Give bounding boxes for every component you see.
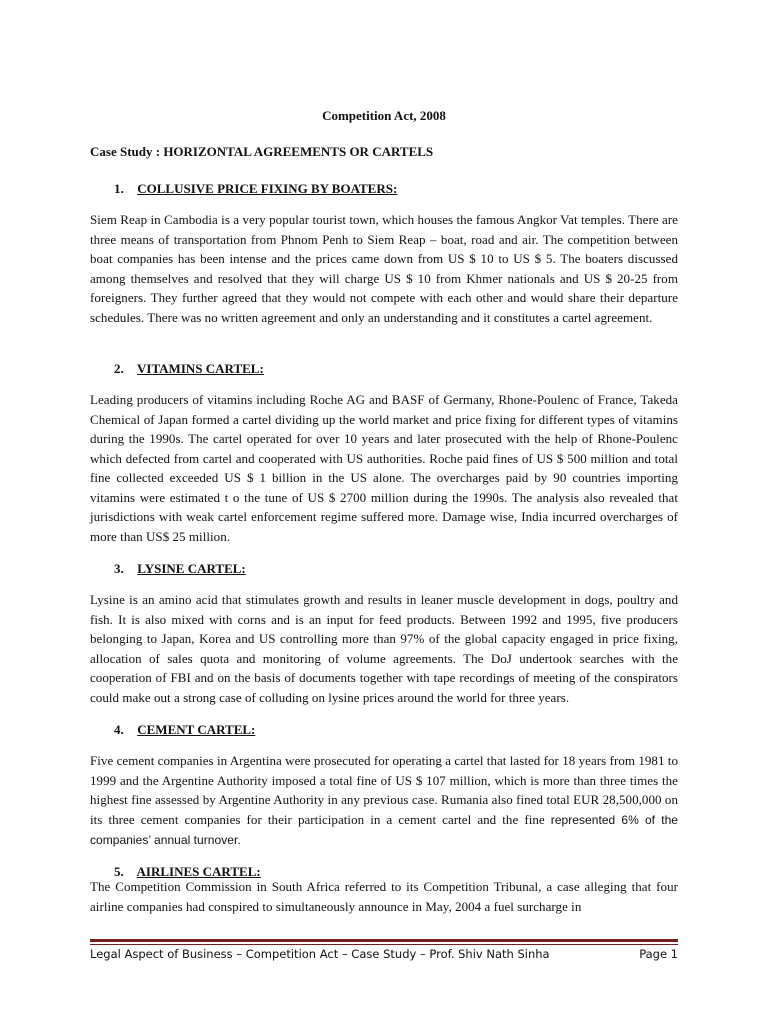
footer-divider — [90, 939, 678, 942]
section-number: 2. — [114, 361, 124, 376]
section-title: AIRLINES CARTEL: — [136, 864, 261, 879]
section-title: COLLUSIVE PRICE FIXING BY BOATERS: — [137, 181, 398, 196]
section-text-boaters: Siem Reap in Cambodia is a very popular tourist town, which houses the famous Angkor Vat temples. There are three means of transportation from Phnom Penh to Siem Reap – boat, road and air. The competition between boat companies has been intense and the prices came down from US $ 10 to US $ 5. The boaters discussed among themselves and resolved that they will charge US $ 10 from Khmer nationals and US $ 20-25 from foreigners. They further agreed that they would not compete with each other and would share their departure schedules. There was no written agreement and only an understanding and it constitutes a cartel agreement. — [90, 212, 678, 325]
section-title: LYSINE CARTEL: — [137, 561, 246, 576]
section-number: 1. — [114, 181, 124, 196]
section-text-vitamins: Leading producers of vitamins including Roche AG and BASF of Germany, Rhone-Poulenc of France, Takeda Chemical of Japan formed a cartel dividing up the world market and price fixing for different types of vitamins during the 1990s. The cartel operated for over 10 years and later prosecuted with the help of Rhone-Poulenc which defected from cartel and cooperated with US authorities. Roche paid fines of US $ 500 million and total fine collected exceeded US $ 1 billion in the US alone. The overcharges paid by 90 countries importing vitamins were estimated t o the tune of US $ 2700 million during the 1990s. The analysis also revealed that jurisdictions with weak cartel enforcement regime suffered more. Damage wise, India incurred overcharges of more than US$ 25 million. — [90, 392, 678, 544]
document-title: Competition Act, 2008 — [322, 108, 446, 123]
section-text-main: Five cement companies in Argentina were prosecuted for operating a cartel that lasted for 18 years from 1981 to 1999 and the Argentine Authority imposed a total fine of US $ 107 million, which is more than three times the highest fine assessed by Argentine Authority in any previous case. Rumania also fined total EUR 28,500,000 on its three cement companies for their participation in a cement cartel and the fine — [90, 753, 678, 827]
section-heading-boaters — [114, 181, 397, 197]
section-text-cement — [90, 751, 678, 851]
section-heading-vitamins — [114, 361, 264, 377]
section-text-lysine: Lysine is an amino acid that stimulates growth and results in leaner muscle development in dogs, poultry and fish. It is also mixed with corns and is an input for feed products. Between 1992 and 1995, five producers belonging to Japan, Korea and US controlling more than 97% of the global capacity engaged in price fixing, allocation of sales quota and monitoring of volume agreements. The DoJ undertook searches with the cooperation of FBI and on the basis of documents together with tape recordings of meeting of the conspirators could make out a strong case of colluding on lysine prices around the world for three years. — [90, 592, 678, 705]
section-number: 4. — [114, 722, 124, 737]
section-number: 3. — [114, 561, 124, 576]
section-text-tail: represented 6% of the companies’ annual turnover. — [90, 812, 678, 847]
section-number: 5. — [114, 864, 124, 879]
section-title: CEMENT CARTEL: — [137, 722, 256, 737]
footer-page-number: Page 1 — [639, 947, 678, 961]
section-title: VITAMINS CARTEL: — [137, 361, 264, 376]
section-text-airlines: The Competition Commission in South Africa referred to its Competition Tribunal, a case alleging that four airline companies had conspired to simultaneously announce in May, 2004 a fuel surcharge in — [90, 879, 678, 914]
section-heading-lysine — [114, 561, 246, 577]
document-subtitle: Case Study : HORIZONTAL AGREEMENTS OR CARTELS — [90, 144, 434, 159]
footer-course-title: Legal Aspect of Business – Competition Act – Case Study – Prof. Shiv Nath Sinha — [90, 947, 550, 961]
section-heading-cement — [114, 722, 255, 738]
